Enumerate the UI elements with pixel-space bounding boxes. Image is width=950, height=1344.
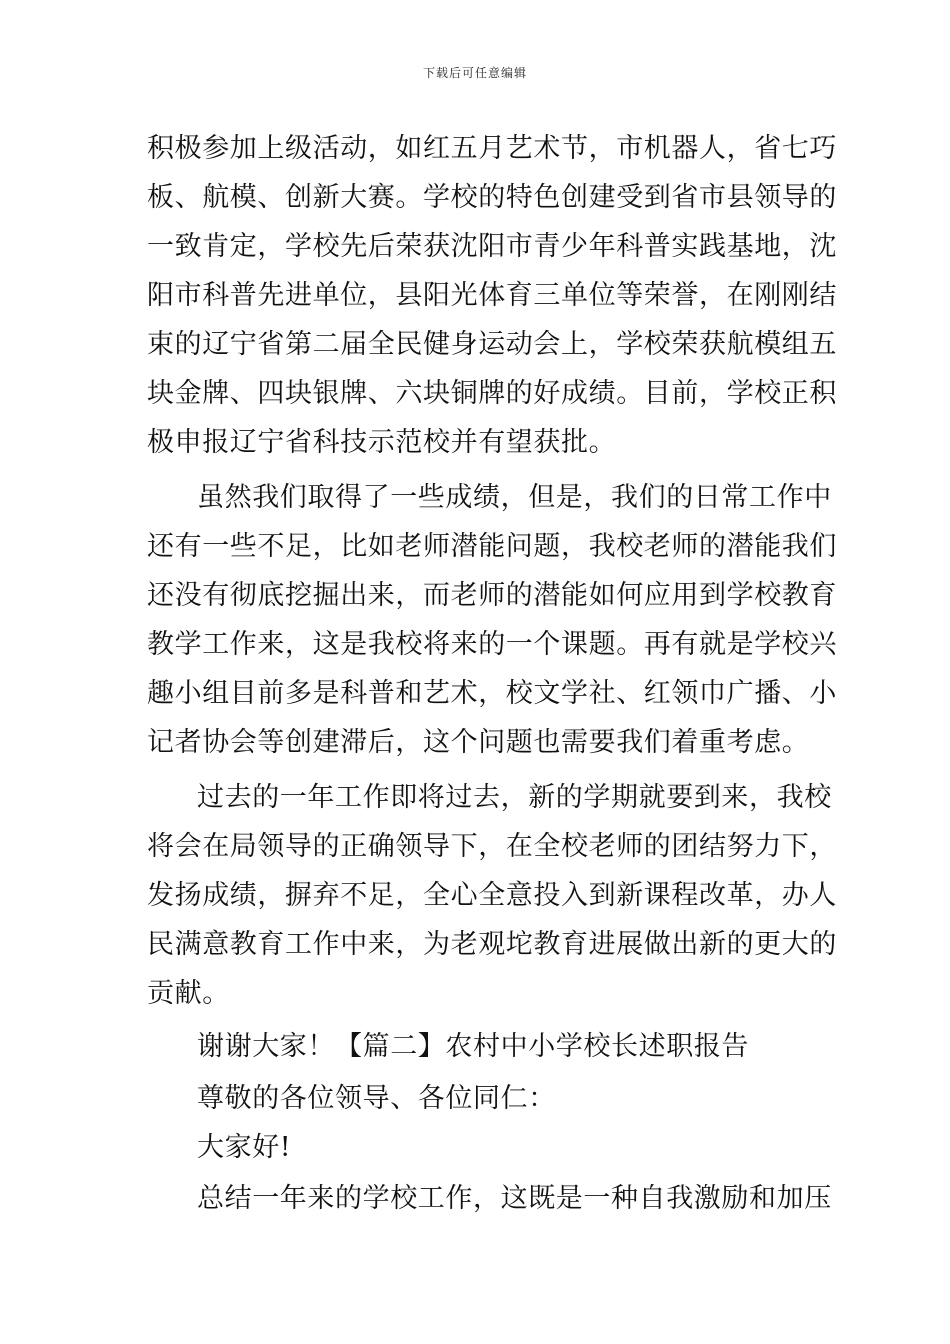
body-line: 发扬成绩，摒弃不足，全心全意投入到新课程改革，办人 bbox=[147, 880, 837, 911]
section-title-line: 谢谢大家！【篇二】农村中小学校长述职报告 bbox=[197, 1031, 749, 1062]
body-line: 块金牌、四块银牌、六块铜牌的好成绩。目前，学校正积 bbox=[147, 378, 837, 409]
salutation-line: 尊敬的各位领导、各位同仁： bbox=[197, 1083, 556, 1114]
paragraph-first-line: 过去的一年工作即将过去，新的学期就要到来，我校 bbox=[197, 782, 832, 813]
body-line: 板、航模、创新大赛。学校的特色创建受到省市县领导的 bbox=[147, 182, 837, 213]
body-line: 记者协会等创建滞后，这个问题也需要我们着重考虑。 bbox=[147, 727, 810, 758]
body-line: 还没有彻底挖掘出来，而老师的潜能如何应用到学校教育 bbox=[147, 580, 837, 611]
body-line: 一致肯定，学校先后荣获沈阳市青少年科普实践基地，沈 bbox=[147, 231, 837, 262]
body-line: 民满意教育工作中来，为老观坨教育进展做出新的更大的 bbox=[147, 929, 837, 960]
body-line: 将会在局领导的正确领导下，在全校老师的团结努力下， bbox=[147, 831, 837, 862]
body-line: 还有一些不足，比如老师潜能问题，我校老师的潜能我们 bbox=[147, 531, 837, 562]
body-line: 教学工作来，这是我校将来的一个课题。再有就是学校兴 bbox=[147, 629, 837, 660]
body-line: 极申报辽宁省科技示范校并有望获批。 bbox=[147, 427, 617, 458]
body-line: 贡献。 bbox=[147, 978, 230, 1009]
paragraph-first-line: 虽然我们取得了一些成绩，但是，我们的日常工作中 bbox=[197, 482, 832, 513]
body-line: 阳市科普先进单位，县阳光体育三单位等荣誉，在刚刚结 bbox=[147, 280, 837, 311]
greeting-line: 大家好! bbox=[197, 1132, 292, 1163]
body-line: 束的辽宁省第二届全民健身运动会上，学校荣获航模组五 bbox=[147, 329, 837, 360]
paragraph-first-line: 总结一年来的学校工作，这既是一种自我激励和加压 bbox=[197, 1183, 832, 1214]
body-line: 积极参加上级活动，如红五月艺术节，市机器人，省七巧 bbox=[147, 133, 837, 164]
page-header-note: 下载后可任意编辑 bbox=[422, 66, 527, 80]
body-line: 趣小组目前多是科普和艺术，校文学社、红领巾广播、小 bbox=[147, 678, 837, 709]
